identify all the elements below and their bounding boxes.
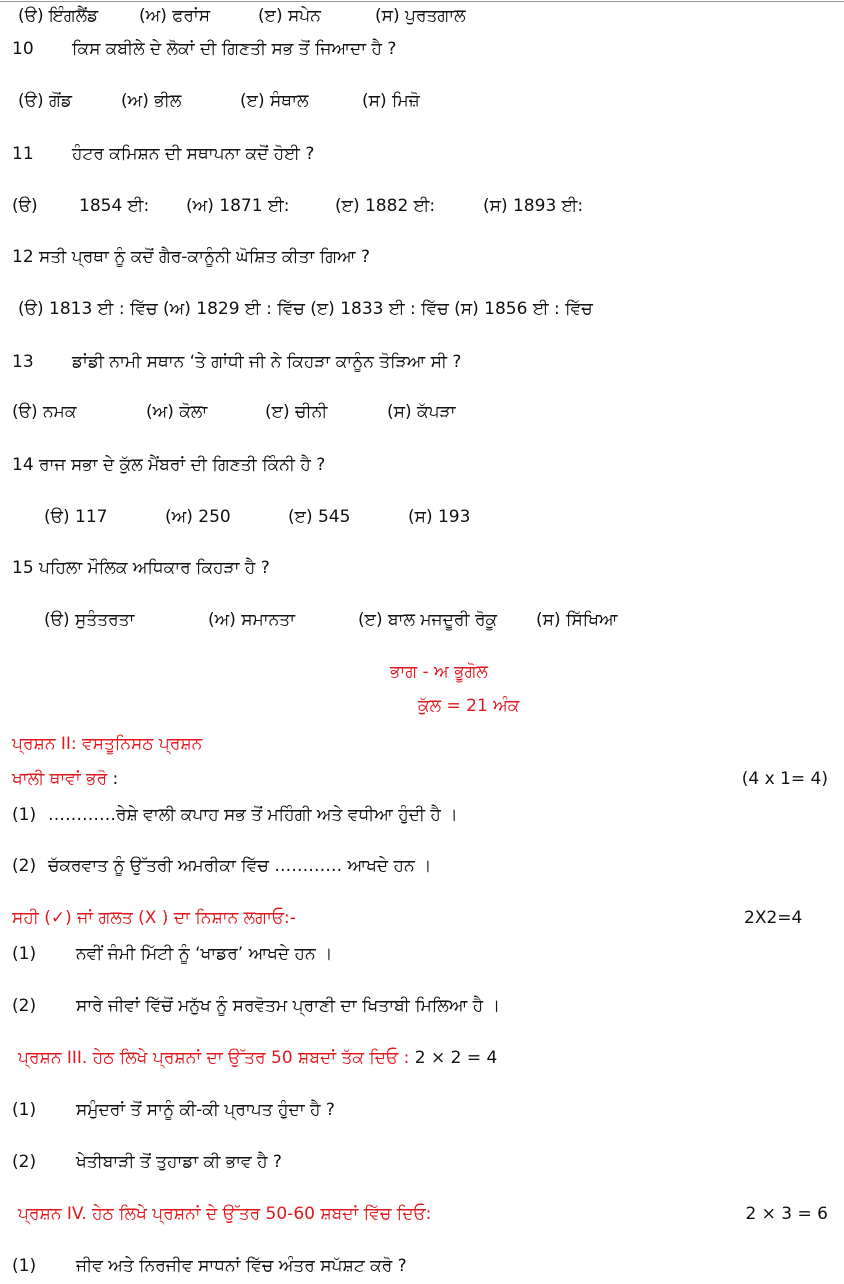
- q14-option-d: (ਸ) 193: [408, 507, 471, 527]
- q13-options: [0, 400, 844, 424]
- tf-item-1-number: (1): [12, 944, 37, 964]
- q3-marks: 2 × 2 = 4: [414, 1048, 498, 1068]
- true-false-marks: 2X2=4: [744, 908, 803, 928]
- fill-heading: ਖਾਲੀ ਥਾਵਾਂ ਭਰੋ: [12, 769, 108, 789]
- q13-text: ਡਾਂਡੀ ਨਾਮੀ ਸਥਾਨ ‘ਤੇ ਗਾਂਧੀ ਜੀ ਨੇ ਕਿਹੜਾ ਕਾਨੂੰਨ ਤੋੜਿਆ ਸੀ ?: [72, 352, 462, 372]
- q14-option-a: (ੳ) 117: [44, 507, 108, 527]
- q13-option-c: (ੲ) ਚੀਨੀ: [265, 402, 328, 422]
- q3-heading-line: [18, 1046, 497, 1070]
- q15-option-b: (ਅ) ਸਮਾਨਤਾ: [208, 610, 296, 630]
- q2-heading: ਪ੍ਰਸ਼ਨ II: ਵਸਤੂਨਿਸਠ ਪ੍ਰਸ਼ਨ: [12, 734, 203, 754]
- q9-options: [0, 4, 844, 28]
- q11-options: [0, 194, 844, 218]
- q3-item-2-text: ਖੇਤੀਬਾੜੀ ਤੋਂ ਤੁਹਾਡਾ ਕੀ ਭਾਵ ਹੈ ?: [76, 1152, 282, 1172]
- true-false-heading: ਸਹੀ (✓) ਜਾਂ ਗਲਤ (X ) ਦਾ ਨਿਸ਼ਾਨ ਲਗਾਓ:-: [12, 908, 296, 928]
- q9-option-a: (ੳ) ਇੰਗਲੈਂਡ: [18, 6, 99, 26]
- q14-option-c: (ੲ) 545: [288, 507, 351, 527]
- q10-number: 10: [12, 39, 34, 59]
- q12-options: (ੳ) 1813 ਈ : ਵਿੱਚ (ਅ) 1829 ਈ : ਵਿੱਚ (ੲ) 1833 ਈ : ਵਿੱਚ (ਸ) 1856 ਈ : ਵਿੱਚ: [18, 299, 593, 319]
- q4-item-1-number: (1): [12, 1256, 37, 1276]
- q9-option-c: (ੲ) ਸਪੇਨ: [258, 6, 321, 26]
- q11-option-a: 1854 ਈ:: [79, 196, 150, 216]
- q11-option-a-label: (ੳ): [12, 196, 38, 216]
- q14-option-b: (ਅ) 250: [165, 507, 231, 527]
- fill-marks: (4 x 1= 4): [741, 769, 828, 789]
- q11-option-b: (ਅ) 1871 ਈ:: [186, 196, 290, 216]
- q4-heading: ਪ੍ਰਸ਼ਨ IV. ਹੇਠ ਲਿਖੇ ਪ੍ਰਸ਼ਨਾਂ ਦੇ ਉੱਤਰ 50-60 ਸ਼ਬਦਾਂ ਵਿੱਚ ਦਿਓ:: [18, 1204, 432, 1224]
- q3-item-2-number: (2): [12, 1152, 37, 1172]
- q3-item-1-number: (1): [12, 1100, 37, 1120]
- fill-item-2-text: ਚੱਕਰਵਾਤ ਨੂੰ ਉੱਤਰੀ ਅਮਰੀਕਾ ਵਿੱਚ ………… ਆਖਦੇ ਹਨ ।: [48, 856, 432, 876]
- q13-number: 13: [12, 352, 34, 372]
- q3-item-1-text: ਸਮੁੰਦਰਾਂ ਤੋਂ ਸਾਨੂੰ ਕੀ-ਕੀ ਪ੍ਰਾਪਤ ਹੁੰਦਾ ਹੈ ?: [76, 1100, 335, 1120]
- q14-options: [0, 505, 844, 529]
- q11-number: 11: [12, 144, 34, 164]
- fill-item-1-text: …………ਰੇਸ਼ੇ ਵਾਲੀ ਕਪਾਹ ਸਭ ਤੋਂ ਮਹਿੰਗੀ ਅਤੇ ਵਧੀਆ ਹੁੰਦੀ ਹੈ ।: [48, 805, 458, 825]
- q15-option-a: (ੳ) ਸੁਤੰਤਰਤਾ: [44, 610, 135, 630]
- fill-item-2-number: (2): [12, 856, 37, 876]
- q10-option-c: (ੲ) ਸੰਥਾਲ: [240, 91, 309, 111]
- q13-option-d: (ਸ) ਕੱਪੜਾ: [387, 402, 456, 422]
- q15-text: 15 ਪਹਿਲਾ ਮੌਲਿਕ ਅਧਿਕਾਰ ਕਿਹੜਾ ਹੈ ?: [12, 558, 270, 578]
- q11-text: ਹੰਟਰ ਕਮਿਸ਼ਨ ਦੀ ਸਥਾਪਨਾ ਕਦੋਂ ਹੋਈ ?: [72, 144, 315, 164]
- q4-marks: 2 × 3 = 6: [745, 1204, 828, 1224]
- q11-option-c: (ੲ) 1882 ਈ:: [335, 196, 436, 216]
- q14-text: 14 ਰਾਜ ਸਭਾ ਦੇ ਕੁੱਲ ਮੈਂਬਰਾਂ ਦੀ ਗਿਣਤੀ ਕਿੰਨੀ ਹੈ ?: [12, 455, 326, 475]
- q9-option-b: (ਅ) ਫਰਾਂਸ: [139, 6, 211, 26]
- q13-option-b: (ਅ) ਕੋਲਾ: [146, 402, 208, 422]
- q10-option-b: (ਅ) ਭੀਲ: [121, 91, 182, 111]
- top-rule: [0, 1, 844, 2]
- q11-option-d: (ਸ) 1893 ਈ:: [483, 196, 584, 216]
- q15-option-c: (ੲ) ਬਾਲ ਮਜਦੂਰੀ ਰੋਕੂ: [358, 610, 498, 630]
- tf-item-1-text: ਨਵੀਂ ਜੰਮੀ ਮਿੱਟੀ ਨੂੰ ‘ਖਾਡਰ’ ਆਖਦੇ ਹਨ ।: [76, 944, 333, 964]
- q9-option-d: (ਸ) ਪੁਰਤਗਾਲ: [375, 6, 466, 26]
- q15-options: [0, 608, 844, 632]
- tf-item-2-number: (2): [12, 996, 37, 1016]
- fill-heading-colon: :: [107, 769, 119, 789]
- q3-heading: ਪ੍ਰਸ਼ਨ III. ਹੇਠ ਲਿਖੇ ਪ੍ਰਸ਼ਨਾਂ ਦਾ ਉੱਤਰ 50 ਸ਼ਬਦਾਂ ਤੱਕ ਦਿਓ: [18, 1048, 399, 1068]
- q4-item-1-text: ਜੀਵ ਅਤੇ ਨਿਰਜੀਵ ਸਾਧਨਾਂ ਵਿੱਚ ਅੰਤਰ ਸਪੱਸ਼ਟ ਕਰੋ ?: [76, 1256, 407, 1276]
- q3-heading-colon: :: [398, 1048, 410, 1068]
- q12-text: 12 ਸਤੀ ਪ੍ਰਥਾ ਨੂੰ ਕਦੋਂ ਗੈਰ-ਕਾਨੂੰਨੀ ਘੋਸ਼ਿਤ ਕੀਤਾ ਗਿਆ ?: [12, 247, 370, 267]
- q10-options: [0, 89, 844, 113]
- fill-heading-line: [12, 767, 118, 791]
- q15-option-d: (ਸ) ਸਿੱਖਿਆ: [536, 610, 618, 630]
- tf-item-2-text: ਸਾਰੇ ਜੀਵਾਂ ਵਿੱਚੋਂ ਮਨੁੱਖ ਨੂੰ ਸਰਵੋਤਮ ਪ੍ਰਾਣੀ ਦਾ ਖਿਤਾਬੀ ਮਿਲਿਆ ਹੈ ।: [76, 996, 501, 1016]
- q10-option-a: (ੳ) ਗੋਂਡ: [18, 91, 72, 111]
- q10-option-d: (ਸ) ਮਿਜ਼ੋ: [362, 91, 420, 111]
- section-title: ਭਾਗ - ਅ ਭੂਗੋਲ: [390, 662, 488, 682]
- fill-item-1-number: (1): [12, 805, 37, 825]
- q13-option-a: (ੳ) ਨਮਕ: [12, 402, 77, 422]
- q10-text: ਕਿਸ ਕਬੀਲੇ ਦੇ ਲੋਕਾਂ ਦੀ ਗਿਣਤੀ ਸਭ ਤੋਂ ਜਿਆਦਾ ਹੈ ?: [72, 39, 397, 59]
- section-total: ਕੁੱਲ = 21 ਅੰਕ: [418, 696, 520, 716]
